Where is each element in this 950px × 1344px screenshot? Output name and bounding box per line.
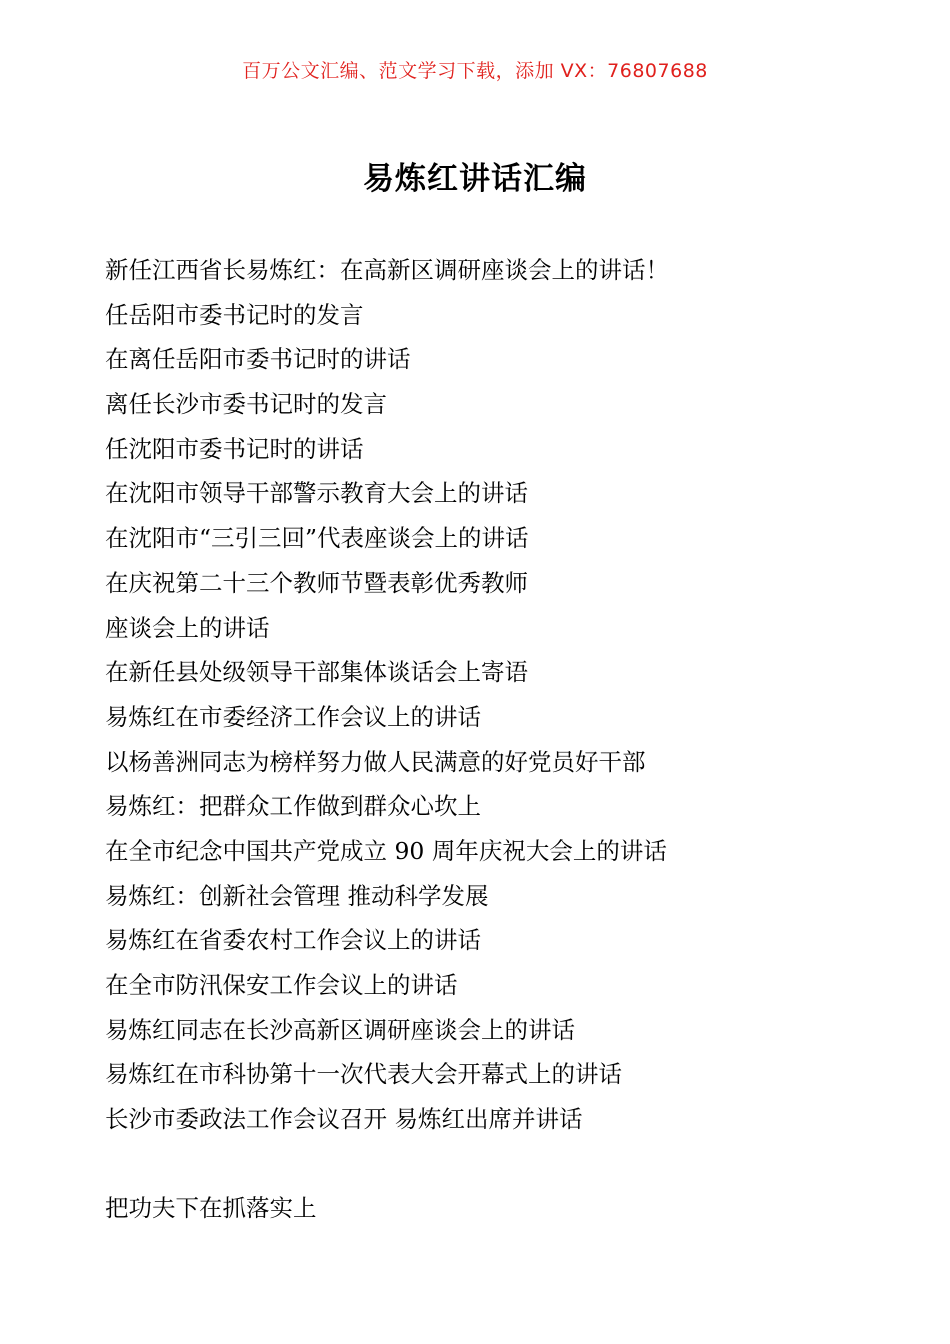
table-of-contents — [105, 252, 905, 1146]
toc-item: 长沙市委政法工作会议召开 易炼红出席并讲话 — [105, 1105, 583, 1134]
toc-item: 在离任岳阳市委书记时的讲话 — [105, 345, 411, 374]
toc-item: 离任长沙市委书记时的发言 — [105, 390, 387, 419]
toc-item: 易炼红在省委农村工作会议上的讲话 — [105, 926, 481, 955]
toc-item: 在沈阳市“三引三回”代表座谈会上的讲话 — [105, 524, 529, 553]
toc-item: 座谈会上的讲话 — [105, 613, 270, 642]
toc-item: 以杨善洲同志为榜样努力做人民满意的好党员好干部 — [105, 747, 646, 776]
toc-item: 在全市防汛保安工作会议上的讲话 — [105, 971, 458, 999]
toc-item: 任岳阳市委书记时的发言 — [105, 300, 364, 329]
toc-item: 易炼红：把群众工作做到群众心坎上 — [105, 792, 481, 821]
toc-item: 在新任县处级领导干部集体谈话会上寄语 — [105, 658, 528, 687]
toc-item: 易炼红在市科协第十一次代表大会开幕式上的讲话 — [105, 1060, 622, 1089]
toc-item: 在沈阳市领导干部警示教育大会上的讲话 — [105, 479, 528, 508]
toc-item: 易炼红：创新社会管理 推动科学发展 — [105, 881, 489, 910]
toc-item: 易炼红在市委经济工作会议上的讲话 — [105, 702, 481, 731]
toc-item: 新任江西省长易炼红：在高新区调研座谈会上的讲话！ — [105, 256, 669, 284]
toc-item: 易炼红同志在长沙高新区调研座谈会上的讲话 — [105, 1015, 575, 1044]
toc-item: 在庆祝第二十三个教师节暨表彰优秀教师 — [105, 568, 528, 597]
section-heading: 把功夫下在抓落实上 — [105, 1194, 317, 1222]
toc-item: 在全市纪念中国共产党成立 90 周年庆祝大会上的讲话 — [105, 836, 667, 865]
toc-item: 任沈阳市委书记时的讲话 — [105, 434, 364, 463]
document-title: 易炼红讲话汇编 — [363, 161, 587, 197]
header-banner: 百万公文汇编、范文学习下载，添加 VX：76807688 — [242, 60, 708, 82]
